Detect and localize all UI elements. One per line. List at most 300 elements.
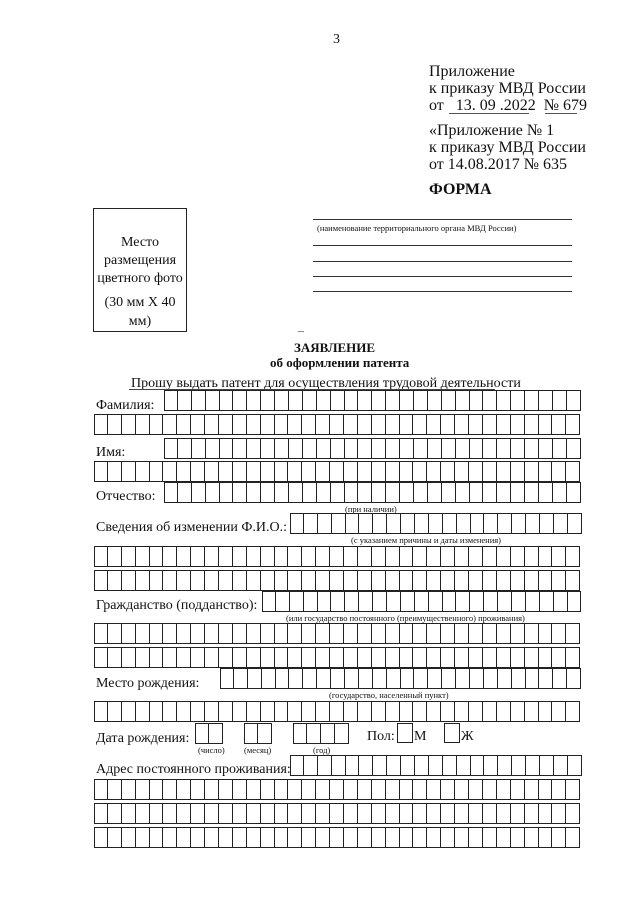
- character-cell[interactable]: [484, 668, 498, 689]
- character-cell[interactable]: [400, 570, 414, 591]
- character-cell[interactable]: [331, 438, 345, 459]
- character-cell[interactable]: [512, 513, 526, 534]
- citizenship-grid-row1[interactable]: [262, 591, 581, 612]
- character-cell[interactable]: [345, 482, 359, 503]
- address-grid-row3[interactable]: [94, 803, 580, 824]
- character-cell[interactable]: [205, 414, 219, 435]
- character-cell[interactable]: [372, 701, 386, 722]
- character-cell[interactable]: [553, 482, 567, 503]
- character-cell[interactable]: [247, 779, 261, 800]
- character-cell[interactable]: [219, 461, 233, 482]
- character-cell[interactable]: [372, 438, 386, 459]
- character-cell[interactable]: [386, 546, 400, 567]
- character-cell[interactable]: [205, 623, 219, 644]
- address-grid-row2[interactable]: [94, 779, 580, 800]
- character-cell[interactable]: [429, 755, 443, 776]
- character-cell[interactable]: [331, 390, 345, 411]
- character-cell[interactable]: [331, 591, 345, 612]
- character-cell[interactable]: [191, 546, 205, 567]
- character-cell[interactable]: [511, 701, 525, 722]
- name-change-grid-row3[interactable]: [94, 570, 580, 591]
- character-cell[interactable]: [400, 803, 414, 824]
- character-cell[interactable]: [455, 647, 469, 668]
- character-cell[interactable]: [108, 570, 122, 591]
- character-cell[interactable]: [258, 723, 272, 744]
- character-cell[interactable]: [344, 647, 358, 668]
- character-cell[interactable]: [136, 827, 150, 848]
- character-cell[interactable]: [455, 461, 469, 482]
- character-cell[interactable]: [219, 779, 233, 800]
- character-cell[interactable]: [177, 570, 191, 591]
- character-cell[interactable]: [525, 803, 539, 824]
- character-cell[interactable]: [539, 623, 553, 644]
- character-cell[interactable]: [441, 647, 455, 668]
- character-cell[interactable]: [413, 803, 427, 824]
- character-cell[interactable]: [525, 482, 539, 503]
- character-cell[interactable]: [373, 668, 387, 689]
- character-cell[interactable]: [94, 779, 108, 800]
- character-cell[interactable]: [497, 414, 511, 435]
- character-cell[interactable]: [372, 461, 386, 482]
- character-cell[interactable]: [427, 414, 441, 435]
- character-cell[interactable]: [442, 668, 456, 689]
- character-cell[interactable]: [321, 723, 335, 744]
- character-cell[interactable]: [177, 803, 191, 824]
- character-cell[interactable]: [566, 461, 580, 482]
- character-cell[interactable]: [163, 827, 177, 848]
- character-cell[interactable]: [275, 827, 289, 848]
- character-cell[interactable]: [469, 461, 483, 482]
- character-cell[interactable]: [344, 623, 358, 644]
- character-cell[interactable]: [261, 570, 275, 591]
- character-cell[interactable]: [302, 461, 316, 482]
- character-cell[interactable]: [94, 570, 108, 591]
- character-cell[interactable]: [552, 701, 566, 722]
- character-cell[interactable]: [192, 390, 206, 411]
- character-cell[interactable]: [511, 390, 525, 411]
- character-cell[interactable]: [122, 414, 136, 435]
- character-cell[interactable]: [288, 701, 302, 722]
- character-cell[interactable]: [372, 647, 386, 668]
- character-cell[interactable]: [540, 591, 554, 612]
- character-cell[interactable]: [233, 482, 247, 503]
- character-cell[interactable]: [317, 482, 331, 503]
- character-cell[interactable]: [108, 461, 122, 482]
- birthplace-grid-row1[interactable]: [220, 668, 581, 689]
- character-cell[interactable]: [206, 438, 220, 459]
- character-cell[interactable]: [122, 623, 136, 644]
- character-cell[interactable]: [150, 803, 164, 824]
- character-cell[interactable]: [552, 623, 566, 644]
- character-cell[interactable]: [552, 546, 566, 567]
- character-cell[interactable]: [358, 827, 372, 848]
- character-cell[interactable]: [469, 414, 483, 435]
- character-cell[interactable]: [317, 438, 331, 459]
- character-cell[interactable]: [359, 755, 373, 776]
- character-cell[interactable]: [219, 570, 233, 591]
- character-cell[interactable]: [400, 438, 414, 459]
- character-cell[interactable]: [386, 701, 400, 722]
- character-cell[interactable]: [567, 438, 581, 459]
- character-cell[interactable]: [316, 647, 330, 668]
- character-cell[interactable]: [220, 668, 234, 689]
- character-cell[interactable]: [427, 647, 441, 668]
- surname-grid-row2[interactable]: [94, 414, 580, 435]
- character-cell[interactable]: [195, 723, 209, 744]
- character-cell[interactable]: [178, 482, 192, 503]
- birth-day-grid[interactable]: [195, 723, 223, 744]
- character-cell[interactable]: [94, 546, 108, 567]
- character-cell[interactable]: [191, 647, 205, 668]
- character-cell[interactable]: [568, 591, 582, 612]
- character-cell[interactable]: [441, 803, 455, 824]
- character-cell[interactable]: [427, 546, 441, 567]
- character-cell[interactable]: [233, 570, 247, 591]
- character-cell[interactable]: [344, 803, 358, 824]
- character-cell[interactable]: [261, 546, 275, 567]
- character-cell[interactable]: [317, 390, 331, 411]
- character-cell[interactable]: [290, 755, 304, 776]
- character-cell[interactable]: [497, 779, 511, 800]
- character-cell[interactable]: [288, 827, 302, 848]
- character-cell[interactable]: [359, 513, 373, 534]
- character-cell[interactable]: [122, 701, 136, 722]
- character-cell[interactable]: [304, 513, 318, 534]
- birth-year-grid[interactable]: [293, 723, 349, 744]
- character-cell[interactable]: [261, 482, 275, 503]
- character-cell[interactable]: [177, 546, 191, 567]
- character-cell[interactable]: [554, 513, 568, 534]
- character-cell[interactable]: [539, 461, 553, 482]
- character-cell[interactable]: [498, 513, 512, 534]
- character-cell[interactable]: [316, 803, 330, 824]
- character-cell[interactable]: [443, 755, 457, 776]
- character-cell[interactable]: [511, 414, 525, 435]
- character-cell[interactable]: [387, 755, 401, 776]
- character-cell[interactable]: [177, 461, 191, 482]
- character-cell[interactable]: [288, 803, 302, 824]
- character-cell[interactable]: [316, 779, 330, 800]
- character-cell[interactable]: [94, 414, 108, 435]
- character-cell[interactable]: [247, 482, 261, 503]
- character-cell[interactable]: [233, 827, 247, 848]
- character-cell[interactable]: [344, 414, 358, 435]
- character-cell[interactable]: [344, 570, 358, 591]
- character-cell[interactable]: [122, 647, 136, 668]
- character-cell[interactable]: [164, 390, 178, 411]
- character-cell[interactable]: [539, 827, 553, 848]
- character-cell[interactable]: [413, 647, 427, 668]
- character-cell[interactable]: [525, 390, 539, 411]
- character-cell[interactable]: [568, 755, 582, 776]
- character-cell[interactable]: [177, 647, 191, 668]
- character-cell[interactable]: [427, 827, 441, 848]
- character-cell[interactable]: [400, 827, 414, 848]
- character-cell[interactable]: [497, 461, 511, 482]
- character-cell[interactable]: [358, 803, 372, 824]
- character-cell[interactable]: [205, 461, 219, 482]
- character-cell[interactable]: [318, 591, 332, 612]
- character-cell[interactable]: [483, 482, 497, 503]
- character-cell[interactable]: [358, 414, 372, 435]
- character-cell[interactable]: [233, 438, 247, 459]
- character-cell[interactable]: [288, 546, 302, 567]
- character-cell[interactable]: [566, 779, 580, 800]
- character-cell[interactable]: [552, 414, 566, 435]
- character-cell[interactable]: [302, 827, 316, 848]
- character-cell[interactable]: [122, 827, 136, 848]
- character-cell[interactable]: [413, 461, 427, 482]
- character-cell[interactable]: [191, 623, 205, 644]
- character-cell[interactable]: [220, 390, 234, 411]
- name-grid-row2[interactable]: [94, 461, 580, 482]
- character-cell[interactable]: [552, 779, 566, 800]
- character-cell[interactable]: [275, 570, 289, 591]
- character-cell[interactable]: [288, 461, 302, 482]
- character-cell[interactable]: [483, 390, 497, 411]
- character-cell[interactable]: [108, 647, 122, 668]
- character-cell[interactable]: [247, 701, 261, 722]
- character-cell[interactable]: [441, 570, 455, 591]
- character-cell[interactable]: [330, 570, 344, 591]
- character-cell[interactable]: [275, 390, 289, 411]
- name-change-grid-row1[interactable]: [290, 513, 582, 534]
- character-cell[interactable]: [554, 755, 568, 776]
- character-cell[interactable]: [456, 668, 470, 689]
- character-cell[interactable]: [400, 623, 414, 644]
- authority-line-1[interactable]: [313, 219, 572, 220]
- character-cell[interactable]: [525, 623, 539, 644]
- character-cell[interactable]: [136, 414, 150, 435]
- character-cell[interactable]: [483, 647, 497, 668]
- character-cell[interactable]: [469, 779, 483, 800]
- character-cell[interactable]: [539, 390, 553, 411]
- character-cell[interactable]: [400, 647, 414, 668]
- character-cell[interactable]: [304, 755, 318, 776]
- character-cell[interactable]: [413, 701, 427, 722]
- character-cell[interactable]: [552, 461, 566, 482]
- character-cell[interactable]: [400, 461, 414, 482]
- character-cell[interactable]: [400, 779, 414, 800]
- character-cell[interactable]: [233, 701, 247, 722]
- address-grid-row4[interactable]: [94, 827, 580, 848]
- character-cell[interactable]: [540, 513, 554, 534]
- character-cell[interactable]: [247, 438, 261, 459]
- character-cell[interactable]: [483, 779, 497, 800]
- character-cell[interactable]: [288, 779, 302, 800]
- character-cell[interactable]: [414, 668, 428, 689]
- character-cell[interactable]: [372, 546, 386, 567]
- character-cell[interactable]: [330, 701, 344, 722]
- character-cell[interactable]: [330, 827, 344, 848]
- character-cell[interactable]: [483, 827, 497, 848]
- character-cell[interactable]: [568, 513, 582, 534]
- character-cell[interactable]: [441, 623, 455, 644]
- character-cell[interactable]: [511, 461, 525, 482]
- character-cell[interactable]: [261, 779, 275, 800]
- character-cell[interactable]: [511, 779, 525, 800]
- character-cell[interactable]: [400, 390, 414, 411]
- authority-line-5[interactable]: [313, 291, 572, 292]
- character-cell[interactable]: [344, 546, 358, 567]
- character-cell[interactable]: [302, 701, 316, 722]
- character-cell[interactable]: [346, 755, 360, 776]
- character-cell[interactable]: [275, 623, 289, 644]
- character-cell[interactable]: [163, 779, 177, 800]
- character-cell[interactable]: [386, 647, 400, 668]
- character-cell[interactable]: [261, 414, 275, 435]
- character-cell[interactable]: [136, 803, 150, 824]
- character-cell[interactable]: [206, 390, 220, 411]
- character-cell[interactable]: [553, 438, 567, 459]
- character-cell[interactable]: [344, 701, 358, 722]
- character-cell[interactable]: [455, 701, 469, 722]
- character-cell[interactable]: [335, 723, 349, 744]
- character-cell[interactable]: [234, 668, 248, 689]
- character-cell[interactable]: [372, 827, 386, 848]
- character-cell[interactable]: [275, 461, 289, 482]
- character-cell[interactable]: [94, 647, 108, 668]
- character-cell[interactable]: [413, 570, 427, 591]
- character-cell[interactable]: [427, 803, 441, 824]
- character-cell[interactable]: [526, 513, 540, 534]
- character-cell[interactable]: [177, 827, 191, 848]
- character-cell[interactable]: [302, 647, 316, 668]
- character-cell[interactable]: [302, 623, 316, 644]
- character-cell[interactable]: [345, 668, 359, 689]
- character-cell[interactable]: [247, 546, 261, 567]
- character-cell[interactable]: [415, 755, 429, 776]
- character-cell[interactable]: [330, 647, 344, 668]
- character-cell[interactable]: [261, 461, 275, 482]
- character-cell[interactable]: [303, 438, 317, 459]
- character-cell[interactable]: [441, 827, 455, 848]
- character-cell[interactable]: [164, 438, 178, 459]
- character-cell[interactable]: [567, 482, 581, 503]
- character-cell[interactable]: [386, 414, 400, 435]
- character-cell[interactable]: [247, 461, 261, 482]
- character-cell[interactable]: [552, 570, 566, 591]
- character-cell[interactable]: [386, 570, 400, 591]
- character-cell[interactable]: [244, 723, 258, 744]
- character-cell[interactable]: [108, 414, 122, 435]
- character-cell[interactable]: [290, 513, 304, 534]
- character-cell[interactable]: [358, 461, 372, 482]
- character-cell[interactable]: [441, 701, 455, 722]
- character-cell[interactable]: [442, 438, 456, 459]
- character-cell[interactable]: [191, 803, 205, 824]
- character-cell[interactable]: [469, 570, 483, 591]
- character-cell[interactable]: [122, 546, 136, 567]
- character-cell[interactable]: [358, 570, 372, 591]
- character-cell[interactable]: [247, 390, 261, 411]
- character-cell[interactable]: [483, 438, 497, 459]
- character-cell[interactable]: [136, 570, 150, 591]
- character-cell[interactable]: [401, 513, 415, 534]
- character-cell[interactable]: [441, 779, 455, 800]
- character-cell[interactable]: [317, 668, 331, 689]
- character-cell[interactable]: [316, 414, 330, 435]
- character-cell[interactable]: [498, 668, 512, 689]
- character-cell[interactable]: [332, 755, 346, 776]
- character-cell[interactable]: [275, 414, 289, 435]
- character-cell[interactable]: [330, 546, 344, 567]
- citizenship-grid-row3[interactable]: [94, 647, 580, 668]
- character-cell[interactable]: [483, 803, 497, 824]
- character-cell[interactable]: [330, 623, 344, 644]
- character-cell[interactable]: [191, 570, 205, 591]
- character-cell[interactable]: [150, 701, 164, 722]
- character-cell[interactable]: [163, 803, 177, 824]
- character-cell[interactable]: [386, 438, 400, 459]
- character-cell[interactable]: [150, 570, 164, 591]
- character-cell[interactable]: [539, 546, 553, 567]
- character-cell[interactable]: [150, 827, 164, 848]
- character-cell[interactable]: [483, 461, 497, 482]
- character-cell[interactable]: [205, 827, 219, 848]
- character-cell[interactable]: [136, 779, 150, 800]
- character-cell[interactable]: [316, 461, 330, 482]
- character-cell[interactable]: [302, 803, 316, 824]
- character-cell[interactable]: [497, 546, 511, 567]
- character-cell[interactable]: [136, 647, 150, 668]
- character-cell[interactable]: [275, 482, 289, 503]
- character-cell[interactable]: [566, 647, 580, 668]
- character-cell[interactable]: [344, 827, 358, 848]
- character-cell[interactable]: [332, 513, 346, 534]
- character-cell[interactable]: [386, 390, 400, 411]
- character-cell[interactable]: [233, 803, 247, 824]
- character-cell[interactable]: [442, 482, 456, 503]
- character-cell[interactable]: [205, 701, 219, 722]
- character-cell[interactable]: [497, 482, 511, 503]
- character-cell[interactable]: [456, 438, 470, 459]
- character-cell[interactable]: [359, 591, 373, 612]
- character-cell[interactable]: [288, 414, 302, 435]
- character-cell[interactable]: [108, 623, 122, 644]
- character-cell[interactable]: [484, 755, 498, 776]
- character-cell[interactable]: [566, 546, 580, 567]
- character-cell[interactable]: [318, 755, 332, 776]
- character-cell[interactable]: [177, 701, 191, 722]
- character-cell[interactable]: [457, 755, 471, 776]
- character-cell[interactable]: [372, 570, 386, 591]
- character-cell[interactable]: [247, 570, 261, 591]
- character-cell[interactable]: [372, 482, 386, 503]
- character-cell[interactable]: [401, 755, 415, 776]
- character-cell[interactable]: [428, 482, 442, 503]
- character-cell[interactable]: [539, 482, 553, 503]
- character-cell[interactable]: [386, 482, 400, 503]
- character-cell[interactable]: [178, 390, 192, 411]
- character-cell[interactable]: [261, 803, 275, 824]
- character-cell[interactable]: [261, 390, 275, 411]
- character-cell[interactable]: [553, 668, 567, 689]
- character-cell[interactable]: [233, 390, 247, 411]
- character-cell[interactable]: [163, 570, 177, 591]
- character-cell[interactable]: [470, 591, 484, 612]
- character-cell[interactable]: [247, 827, 261, 848]
- character-cell[interactable]: [553, 390, 567, 411]
- character-cell[interactable]: [386, 803, 400, 824]
- character-cell[interactable]: [554, 591, 568, 612]
- character-cell[interactable]: [471, 755, 485, 776]
- character-cell[interactable]: [483, 414, 497, 435]
- character-cell[interactable]: [331, 482, 345, 503]
- character-cell[interactable]: [108, 701, 122, 722]
- character-cell[interactable]: [413, 779, 427, 800]
- character-cell[interactable]: [469, 647, 483, 668]
